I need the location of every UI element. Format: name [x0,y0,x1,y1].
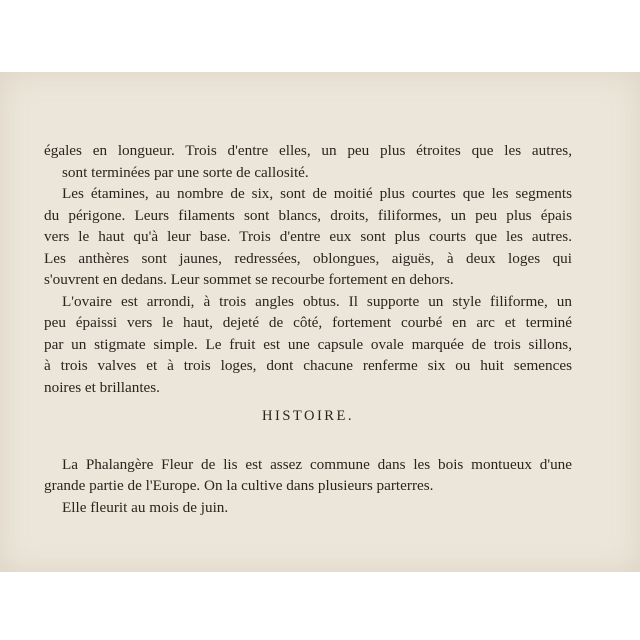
text-line: sont terminées par une sorte de callosité. [62,163,309,181]
paragraph-petals [44,140,572,183]
text-line: du périgone. Leurs filaments sont blancs, droits, filiformes, un peu plus épais [44,206,572,224]
text-line: grande partie de l'Europe. On la cultive dans plusieurs parterres. [44,477,434,494]
text-line: égales en longueur. Trois d'entre elles, un peu plus étroites que les autres, [44,142,572,159]
text-line: à trois valves et à trois loges, dont chacune renferme six ou huit semences [44,357,572,374]
section-heading: HISTOIRE. [262,408,354,424]
text-line: vers le haut qu'à leur base. Trois d'entre eux sont plus courts que les autres. [44,228,572,245]
text-line: Elle fleurit au mois de juin. [62,498,229,516]
paragraph-flowering [44,497,572,519]
text-line: Les étamines, au nombre de six, sont de moitié plus courtes que les segments [62,185,572,202]
text-line: par un stigmate simple. Le fruit est une capsule ovale marquée de trois sillons, [44,335,572,353]
page-text [44,140,572,518]
text-line: noires et brillantes. [44,378,160,396]
text-line: s'ouvrent en dedans. Leur sommet se recourbe fortement en dehors. [44,271,454,288]
paragraph-history [44,454,572,497]
text-line: peu épaissi vers le haut, dejeté de côté, fortement courbé en arc et terminé [44,314,572,331]
text-line: L'ovaire est arrondi, à trois angles obtus. Il supporte un style filiforme, un [62,292,572,310]
paragraph-ovary [44,291,572,399]
paragraph-stamens [44,183,572,291]
text-line: La Phalangère Fleur de lis est assez commune dans les bois montueux d'une [62,455,572,473]
text-line: Les anthères sont jaunes, redressées, oblongues, aiguës, à deux loges qui [44,249,572,267]
